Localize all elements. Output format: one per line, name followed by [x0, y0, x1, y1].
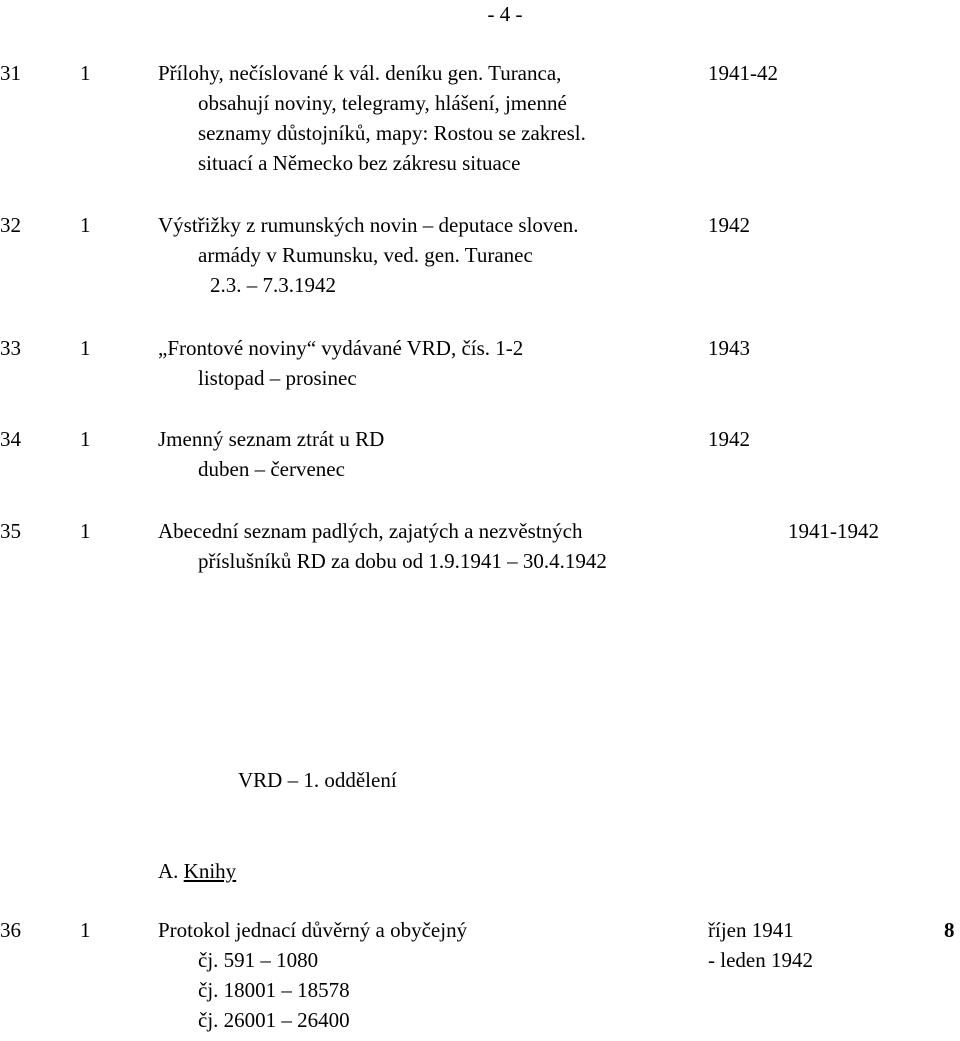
description-line: situací a Německo bez zákresu situace [198, 151, 521, 175]
description-line: Protokol jednací důvěrný a obyčejný [158, 918, 468, 942]
entry-number: 31 [0, 61, 21, 85]
entry-description [158, 210, 579, 300]
entry-count: 1 [80, 336, 91, 360]
entry-description [158, 516, 607, 576]
entry-date: 1943 [708, 336, 750, 360]
description-line: čj. 18001 – 18578 [198, 978, 350, 1002]
entry-date: 1942 [708, 213, 750, 237]
entry-date: 1942 [708, 427, 750, 451]
entry-count: 1 [80, 213, 91, 237]
description-line: 2.3. – 7.3.1942 [210, 273, 336, 297]
entry-count: 1 [80, 427, 91, 451]
description-line: obsahují noviny, telegramy, hlášení, jmenné [198, 91, 567, 115]
entry-number: 33 [0, 336, 21, 360]
description-line: čj. 591 – 1080 [198, 948, 319, 972]
box-number: 8 [944, 918, 955, 942]
entry-description [158, 424, 384, 484]
description-line: Jmenný seznam ztrát u RD [158, 427, 385, 451]
section-title: VRD – 1. oddělení [238, 768, 397, 792]
entry-description [158, 333, 523, 393]
description-line: armády v Rumunsku, ved. gen. Turanec [198, 243, 533, 267]
date-line: říjen 1941 [708, 918, 794, 942]
entry-number: 35 [0, 519, 21, 543]
entry-count: 1 [80, 918, 91, 942]
description-line: duben – červenec [198, 457, 345, 481]
description-line: příslušníků RD za dobu od 1.9.1941 – 30.4.1942 [198, 549, 607, 573]
description-line: Přílohy, nečíslované k vál. deníku gen. Turanca, [158, 61, 562, 85]
description-line: Abecední seznam padlých, zajatých a nezvěstných [158, 519, 583, 543]
entry-description [158, 915, 467, 1035]
entry-number: 34 [0, 427, 21, 451]
description-line: listopad – prosinec [198, 366, 357, 390]
entry-number: 36 [0, 918, 21, 942]
subsection-label: Knihy [183, 859, 237, 883]
entry-date: 1941-42 [708, 61, 778, 85]
entry-number: 32 [0, 213, 21, 237]
description-line: čj. 26001 – 26400 [198, 1008, 350, 1032]
date-line: - leden 1942 [708, 948, 813, 972]
entry-date [708, 915, 813, 975]
description-line: „Frontové noviny“ vydávané VRD, čís. 1-2 [158, 336, 524, 360]
entry-count: 1 [80, 519, 91, 543]
page-number: - 4 - [487, 2, 523, 26]
subsection-prefix: A. [158, 859, 179, 883]
entry-count: 1 [80, 61, 91, 85]
entry-date: 1941-1942 [788, 519, 879, 543]
subsection-title [158, 856, 236, 886]
description-line: seznamy důstojníků, mapy: Rostou se zakresl. [198, 121, 586, 145]
entry-description [158, 58, 586, 178]
description-line: Výstřižky z rumunských novin – deputace sloven. [158, 213, 579, 237]
